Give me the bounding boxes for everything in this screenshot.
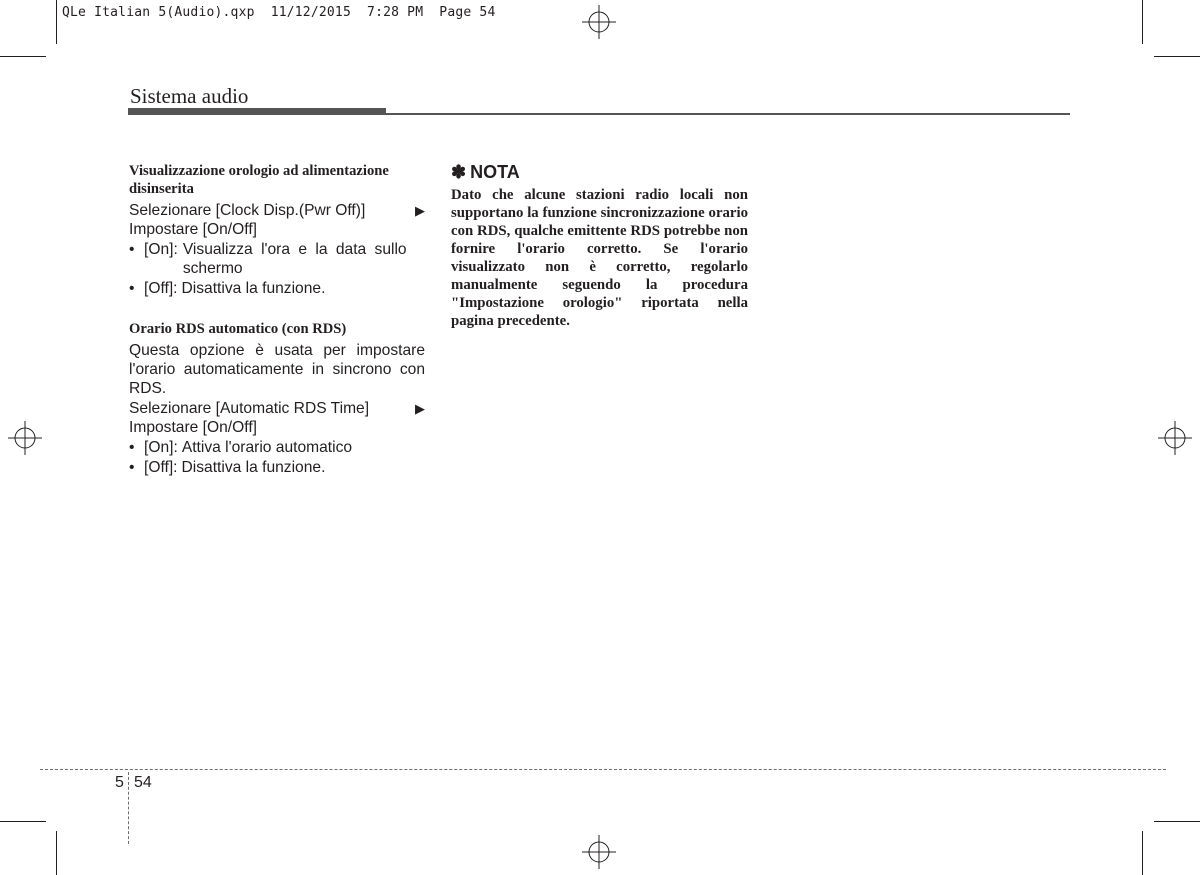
crop-mark [1142,831,1143,875]
crop-mark [0,821,46,822]
header-rule-thin [386,113,1070,115]
bullet-text: Disattiva la funzione. [181,280,326,297]
bullet-label: [Off]: [144,280,178,297]
arrow-right-icon: ▶ [415,203,425,218]
section-title: Sistema audio [130,84,249,108]
crop-mark [0,56,46,57]
bullet-icon: • [129,280,135,297]
select-suffix: Impostare [On/Off] [129,419,257,436]
crop-mark [56,0,57,44]
crop-mark [1154,56,1200,57]
nota-title: NOTA [470,162,520,182]
bullet-text: Disattiva la funzione. [181,459,326,476]
crop-mark [1142,0,1143,44]
select-prefix: Selezionare [Clock Disp.(Pwr Off)] [129,202,366,219]
bullet-label: [On]: [144,439,178,456]
nota-box [451,162,748,330]
clock-display-heading: Visualizzazione orologio ad alimentazione disinserita [129,163,389,197]
nota-header [451,162,748,182]
footer-dashed-rule [40,769,1166,770]
slug-time: 7:28 PM [367,5,424,20]
bullet-text: Visualizza l'ora e la data sullo schermo [182,241,407,277]
nota-text: Dato che alcune stazioni radio locali non supportano la funzione sincronizzazione orario con RDS, qualche emittente RDS potrebbe non fornire l'orario corretto. Se l'orario visualizzato non è corretto, regolarlo manualmente seguendo la procedura "Impostazione orologio" riportata nella pagina precedente. [451,187,748,329]
rds-time-select-path [129,399,425,418]
page-number: 54 [134,774,152,791]
slug-page: Page 54 [439,5,496,20]
list-item [129,240,425,278]
print-slug [62,5,495,20]
list-item [129,458,425,477]
bullet-icon: • [129,241,135,258]
list-item [129,438,425,457]
bullet-icon: • [129,459,135,476]
slug-file: QLe Italian 5(Audio).qxp [62,5,255,20]
rds-time-heading: Orario RDS automatico (con RDS) [129,321,347,337]
registration-mark-icon [582,5,616,39]
left-column [129,162,425,477]
registration-mark-icon [8,421,42,455]
registration-mark-icon [582,835,616,869]
bullet-text: Attiva l'orario automatico [181,439,353,456]
rds-time-description: Questa opzione è usata per impostare l'orario automaticamente in sincrono con RDS. [129,342,425,397]
clock-display-select-path [129,201,425,220]
chapter-number: 5 [115,774,124,791]
select-suffix: Impostare [On/Off] [129,221,257,238]
asterisk-icon: ✽ [451,162,467,182]
slug-date: 11/12/2015 [270,5,351,20]
bullet-label: [On]: [144,241,178,258]
registration-mark-icon [1158,421,1192,455]
header-rule-thick [128,108,386,115]
bullet-label: [Off]: [144,459,178,476]
bullet-icon: • [129,439,135,456]
list-item [129,279,425,298]
footer-dashed-divider [128,772,129,844]
select-prefix: Selezionare [Automatic RDS Time] [129,400,370,417]
crop-mark [56,831,57,875]
arrow-right-icon: ▶ [415,401,425,416]
crop-mark [1154,821,1200,822]
